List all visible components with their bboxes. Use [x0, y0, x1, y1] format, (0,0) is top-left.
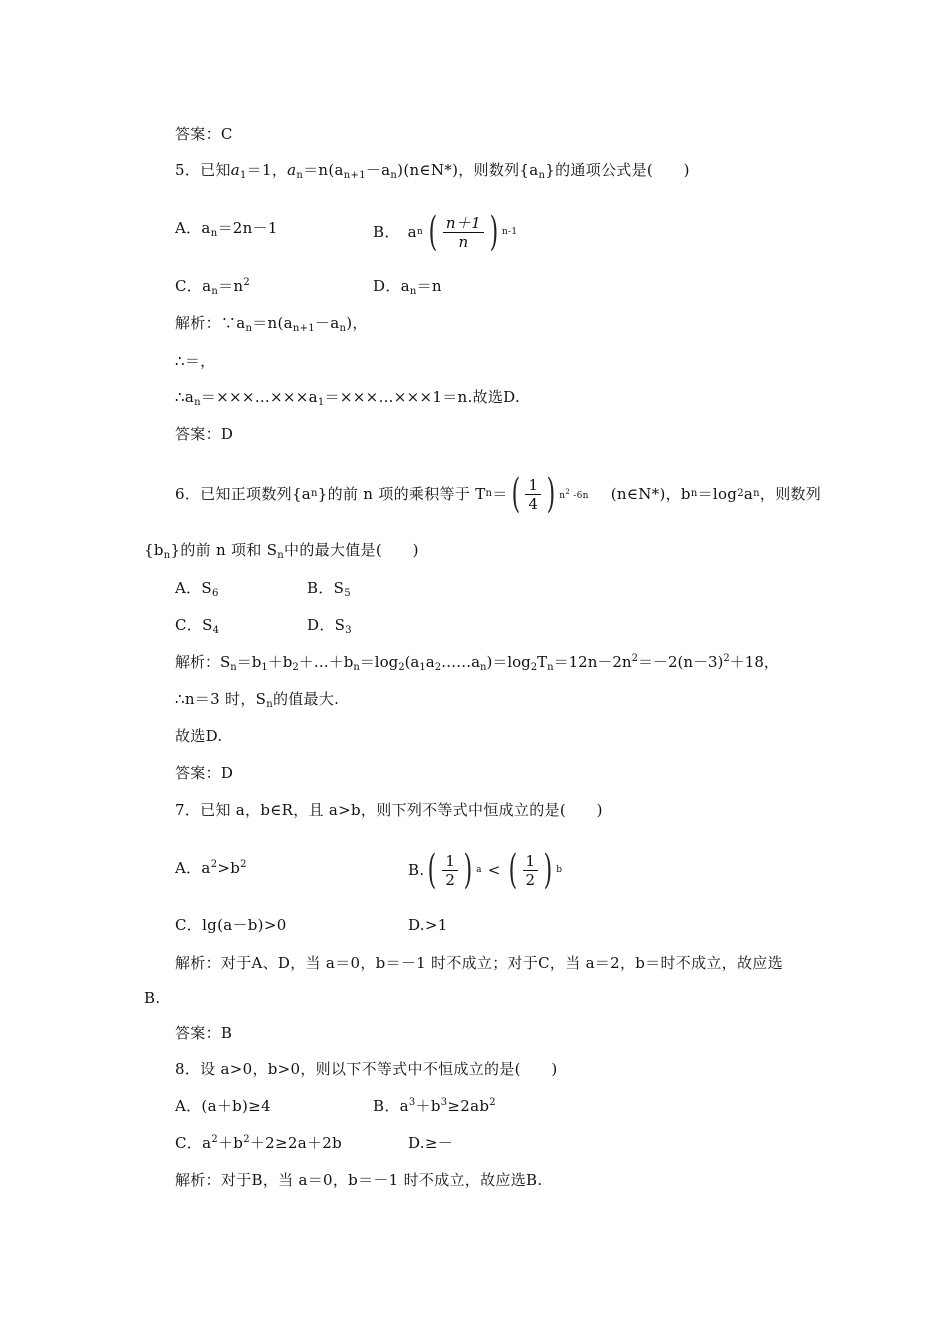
q6-option-b: B．$S_5$ [307, 579, 351, 599]
q7-option-b-fraction-1: $\frac{1}{2}$ [442, 852, 458, 889]
q6-option-d: D．$S_3$ [307, 616, 352, 636]
q5-option-a: A．$a_n=2n-1$ [175, 219, 278, 239]
q8-option-c: C．$a^2+b^2+2\ge 2a+2b$ [175, 1134, 343, 1152]
q7-solution-line2: B. [144, 989, 161, 1007]
q8-option-d: D.≥－ [408, 1134, 454, 1152]
q5-solution-line2: ∴＝， [175, 352, 216, 370]
q5-option-d: D．$a_n=n$ [373, 277, 442, 297]
q7-option-b: B. ( $\frac{1}{2}$ ) a < ( $\frac{1}{2}$ ) b [408, 847, 563, 893]
q6-option-c: C．$S_4$ [175, 616, 220, 636]
q7-option-a: A．$a^2>b^2$ [175, 859, 247, 877]
q8-solution: 解析：对于B，当 a＝0，b＝－1 时不成立，故应选B. [175, 1171, 543, 1189]
q6-option-a: A．$S_6$ [175, 579, 219, 599]
q6-stem-line2: $\{b_n\}$的前 n 项和 $S_n$中的最大值是( ) [144, 541, 419, 561]
q6-solution-line3: 故选D. [175, 727, 223, 745]
q7-stem: 7．已知 a，b∈R，且 a>b，则下列不等式中恒成立的是( ) [175, 801, 603, 819]
q7-option-d: D.>1 [408, 916, 448, 934]
q6-stem-line1: 6．已知正项数列{a n }的前 n 项的乘积等于 T n ＝ ( $\frac{1}{4}$ ) $n^2$ -6n (n∈N*)，b n ＝log 2 a n ，则数列 [175, 471, 822, 517]
q6-solution-line1: 解析：$S_n=b_1+b_2+\dots+b_n=\log_2(a_1a_2\dots\dots a_n)=\log_2T_n=12n-2n^2=-2(n-3)^2+18$， [175, 653, 779, 673]
q6-solution-line2: ∴n＝3 时，$S_n$的值最大. [175, 690, 340, 710]
q5-solution-line1: 解析：$\because a_n=n(a_{n+1}-a_n)$， [175, 314, 368, 334]
q6-fraction: $\frac{1}{4}$ [525, 476, 541, 513]
q7-answer: 答案：B [175, 1024, 233, 1042]
q5-stem: 5．已知$a_1=1$，$a_n=n(a_{n+1}-a_n)(n\in N*)$，则数列$\{a_n\}$的通项公式是( ) [175, 161, 690, 181]
q5-option-c: C．$a_n=n^2$ [175, 277, 251, 297]
q7-option-b-fraction-2: $\frac{1}{2}$ [523, 852, 539, 889]
q8-option-a: A．(a＋b)≥4 [175, 1097, 271, 1115]
q7-solution-line1: 解析：对于A、D，当 a＝0，b＝－1 时不成立；对于C，当 a＝2，b＝时不成立，故应选 [175, 954, 783, 972]
q8-option-b: B．$a^3+b^3\ge 2ab^2$ [373, 1097, 496, 1115]
q5-option-b: B． a n ( $\frac{n+1}{n}$ ) n-1 [373, 209, 518, 255]
q5-solution-line3: $\therefore a_n=\times\times\times\dots\times\times\times a_1=\times\times\times\dots\times\times\times 1=n$.故选D. [175, 388, 521, 408]
q5-option-b-fraction: $\frac{n+1}{n}$ [443, 214, 484, 251]
q6-answer: 答案：D [175, 764, 234, 782]
q8-stem: 8．设 a>0，b>0，则以下不等式中不恒成立的是( ) [175, 1060, 558, 1078]
q7-option-c: C．lg(a－b)>0 [175, 916, 287, 934]
q4-answer: 答案：C [175, 125, 233, 143]
q5-answer: 答案：D [175, 425, 234, 443]
